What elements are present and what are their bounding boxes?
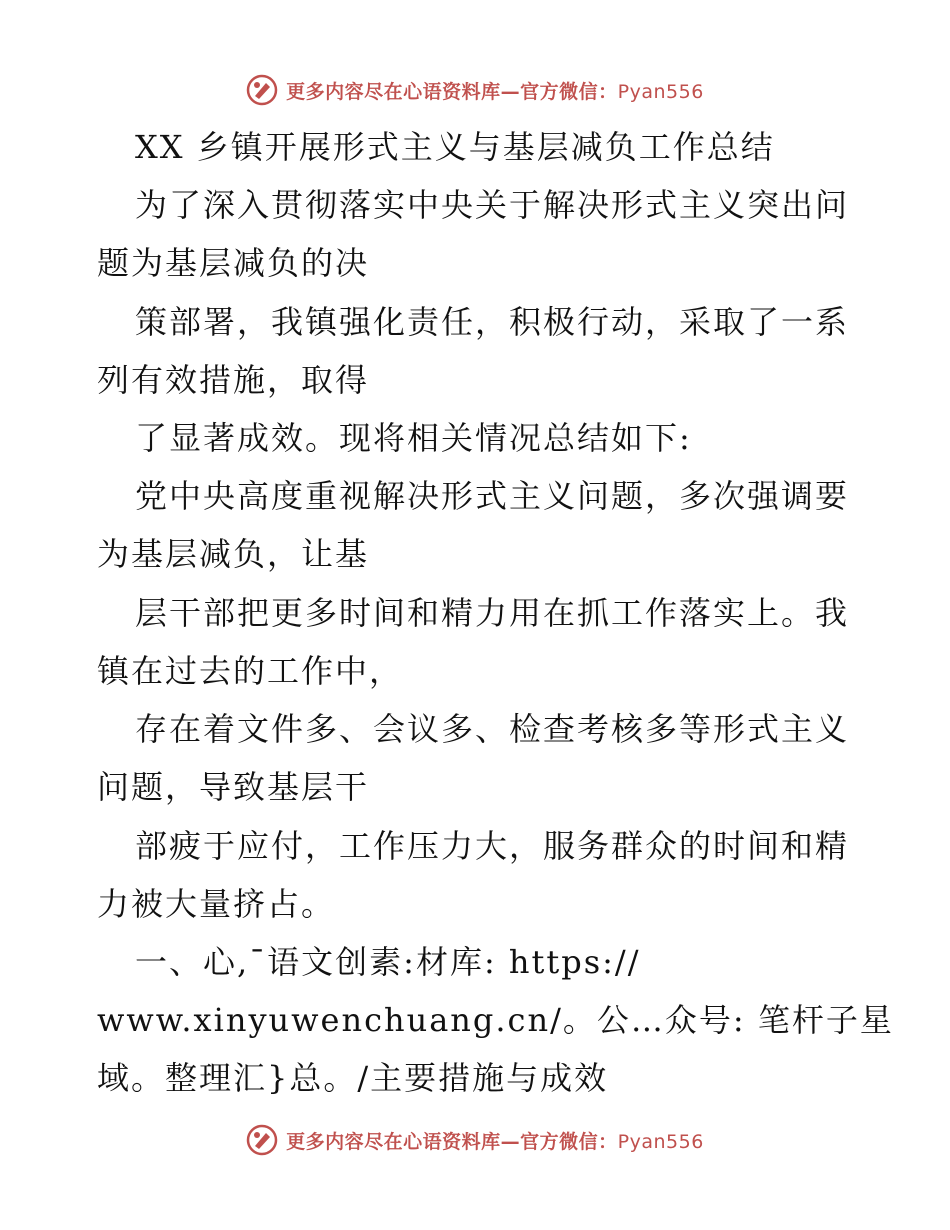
text-line: 问题，导致基层干 (97, 768, 370, 806)
text-line: 策部署，我镇强化责任，积极行动，采取了一系 (135, 303, 850, 341)
text-line: 力被大量挤占。 (97, 885, 336, 923)
logo-icon (246, 1124, 278, 1156)
text-line: 为了深入贯彻落实中央关于解决形式主义突出问 (135, 186, 850, 224)
watermark-text: 更多内容尽在心语资料库—官方微信：Pyan556 (286, 80, 704, 103)
footer-watermark (0, 1120, 950, 1160)
text-line: 了显著成效。现将相关情况总结如下: (135, 419, 692, 457)
text-line: 党中央高度重视解决形式主义问题，多次强调要 (135, 477, 850, 515)
text-line: 一、心,¯语文创素:材库: https:// (135, 943, 641, 981)
text-line: 部疲于应付，工作压力大，服务群众的时间和精 (135, 827, 850, 865)
text-line: 镇在过去的工作中， (97, 652, 404, 690)
text-line: www.xinyuwenchuang.cn/。公…众号: 笔杆子星 (97, 1001, 894, 1039)
text-line: 域。整理汇}总。/主要措施与成效 (97, 1059, 609, 1097)
text-line: 存在着文件多、会议多、检查考核多等形式主义 (135, 710, 850, 748)
watermark-text: 更多内容尽在心语资料库—官方微信：Pyan556 (286, 1130, 704, 1153)
text-line: 为基层减负，让基 (97, 535, 370, 573)
document-title: XX 乡镇开展形式主义与基层减负工作总结 (135, 128, 775, 166)
text-line: 题为基层减负的决 (97, 244, 370, 282)
text-line: 列有效措施，取得 (97, 361, 370, 399)
text-line: 层干部把更多时间和精力用在抓工作落实上。我 (135, 594, 850, 632)
